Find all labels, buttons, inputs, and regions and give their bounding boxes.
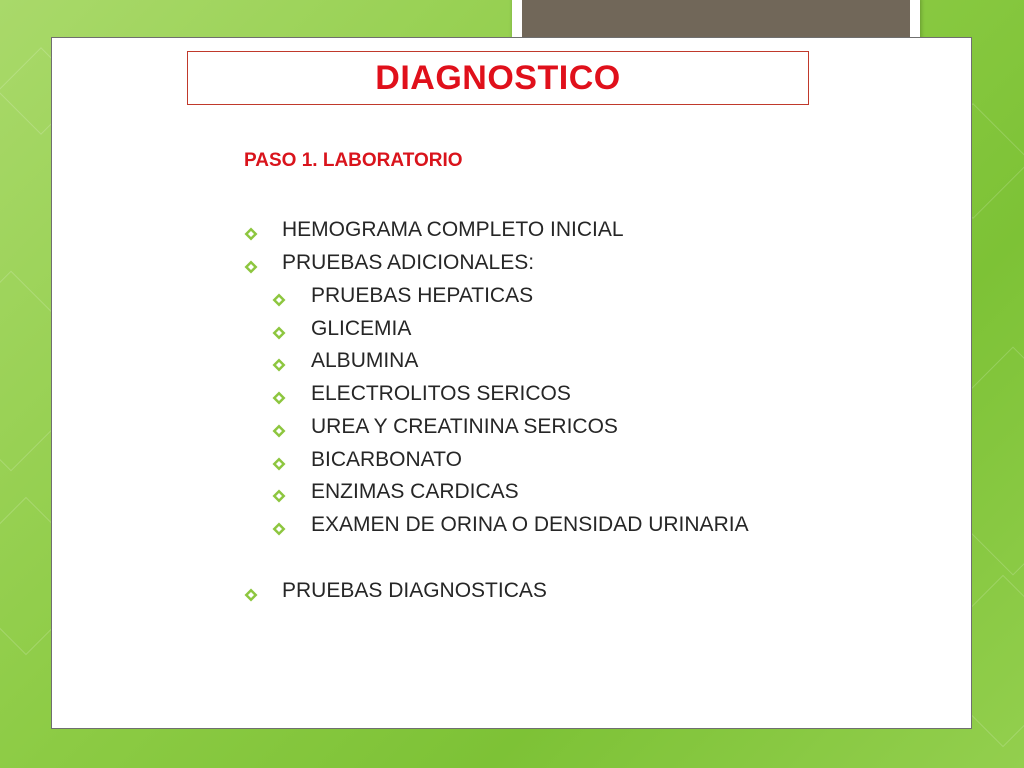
list-item-text: PRUEBAS DIAGNOSTICAS xyxy=(282,579,547,602)
list-item-text: ENZIMAS CARDICAS xyxy=(311,480,519,503)
diamond-bullet-icon xyxy=(272,420,286,434)
list-item xyxy=(272,348,418,374)
list-item-text: ALBUMINA xyxy=(311,349,419,372)
list-item xyxy=(272,316,411,342)
list-item-text: BICARBONATO xyxy=(311,448,462,471)
list-item xyxy=(244,217,624,243)
diamond-bullet-icon xyxy=(244,223,258,237)
list-item-text: UREA Y CREATININA SERICOS xyxy=(311,415,618,438)
list-item-text: ELECTROLITOS SERICOS xyxy=(311,382,571,405)
list-item xyxy=(272,512,749,538)
diamond-bullet-icon xyxy=(272,453,286,467)
list-item xyxy=(244,250,534,276)
slide-subtitle: PASO 1. LABORATORIO xyxy=(244,150,463,171)
diamond-bullet-icon xyxy=(272,518,286,532)
list-item xyxy=(272,414,618,440)
diamond-bullet-icon xyxy=(244,584,258,598)
diamond-bullet-icon xyxy=(272,354,286,368)
list-item xyxy=(272,381,571,407)
slide-title: DIAGNOSTICO xyxy=(375,58,621,97)
list-item xyxy=(272,479,519,505)
list-item-text: HEMOGRAMA COMPLETO INICIAL xyxy=(282,218,624,241)
list-item-text: EXAMEN DE ORINA O DENSIDAD URINARIA xyxy=(311,513,749,536)
diamond-bullet-icon xyxy=(272,289,286,303)
diamond-bullet-icon xyxy=(272,387,286,401)
diamond-bullet-icon xyxy=(272,322,286,336)
list-item-text: GLICEMIA xyxy=(311,317,412,340)
title-box xyxy=(187,51,809,105)
list-item xyxy=(272,283,533,309)
list-item-text: PRUEBAS HEPATICAS xyxy=(311,284,534,307)
diamond-bullet-icon xyxy=(272,485,286,499)
diamond-bullet-icon xyxy=(244,256,258,270)
list-item xyxy=(244,578,547,604)
list-item-text: PRUEBAS ADICIONALES: xyxy=(282,251,535,274)
list-item xyxy=(272,447,462,473)
